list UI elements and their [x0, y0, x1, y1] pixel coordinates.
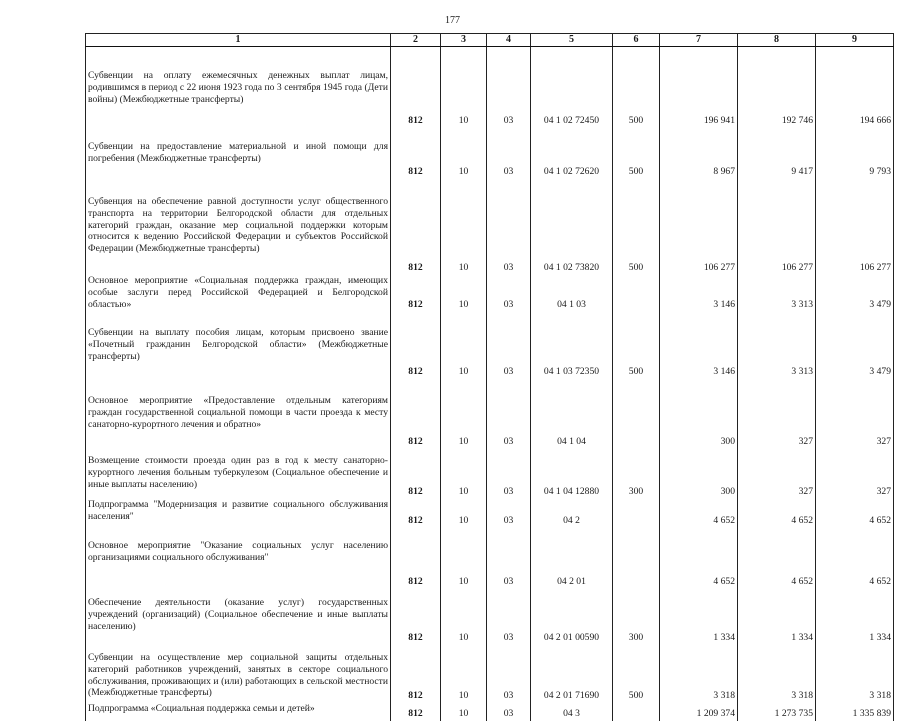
header-row — [86, 34, 894, 47]
row-code: 812 — [391, 703, 441, 721]
table-row — [86, 179, 894, 275]
row-value-2: 4 652 — [738, 528, 816, 589]
row-type: 300 — [613, 449, 660, 499]
row-value-1: 196 941 — [660, 47, 738, 129]
row-name — [86, 528, 391, 589]
row-value-2: 192 746 — [738, 47, 816, 129]
row-target: 04 1 02 72450 — [531, 47, 613, 129]
row-value-3: 1 335 839 — [816, 703, 894, 721]
row-value-3: 1 334 — [816, 589, 894, 645]
row-value-2: 106 277 — [738, 179, 816, 275]
row-name — [86, 128, 391, 179]
row-name-text: Субвенции на осуществление мер социальной защиты отдельных категорий работников учреждений, занятых в секторе социального обслуживания, проживающих и (или) работающих в сельской местности (Межбюджетные трансферты) — [88, 652, 388, 699]
row-value-2: 327 — [738, 379, 816, 449]
row-value-2: 3 313 — [738, 275, 816, 312]
row-section: 10 — [441, 449, 487, 499]
row-type — [613, 275, 660, 312]
row-name — [86, 47, 391, 129]
row-subsection: 03 — [487, 275, 531, 312]
table-row — [86, 528, 894, 589]
row-code: 812 — [391, 449, 441, 499]
table-row — [86, 499, 894, 528]
row-code: 812 — [391, 128, 441, 179]
row-name-text: Субвенции на оплату ежемесячных денежных выплат лицам, родившимся в период с 22 июня 1923 года по 3 сентября 1945 года (Дети войны) (Межбюджетные трансферты) — [88, 70, 388, 105]
row-value-1: 300 — [660, 379, 738, 449]
row-name — [86, 275, 391, 312]
row-value-3: 9 793 — [816, 128, 894, 179]
row-value-1: 4 652 — [660, 499, 738, 528]
row-type: 500 — [613, 47, 660, 129]
row-target: 04 3 — [531, 703, 613, 721]
row-section: 10 — [441, 179, 487, 275]
table-row — [86, 379, 894, 449]
row-value-3: 327 — [816, 379, 894, 449]
row-subsection: 03 — [487, 499, 531, 528]
row-subsection: 03 — [487, 449, 531, 499]
row-subsection: 03 — [487, 703, 531, 721]
row-value-1: 4 652 — [660, 528, 738, 589]
row-subsection: 03 — [487, 645, 531, 703]
row-target: 04 1 03 72350 — [531, 312, 613, 379]
table-row — [86, 128, 894, 179]
table-row — [86, 589, 894, 645]
row-value-2: 3 313 — [738, 312, 816, 379]
row-value-2: 1 334 — [738, 589, 816, 645]
row-subsection: 03 — [487, 47, 531, 129]
header-cell: 1 — [86, 34, 391, 47]
row-section: 10 — [441, 379, 487, 449]
row-code: 812 — [391, 589, 441, 645]
row-type — [613, 703, 660, 721]
row-target: 04 1 02 73820 — [531, 179, 613, 275]
row-type — [613, 528, 660, 589]
row-value-3: 194 666 — [816, 47, 894, 129]
row-subsection: 03 — [487, 128, 531, 179]
row-value-3: 3 318 — [816, 645, 894, 703]
row-subsection: 03 — [487, 312, 531, 379]
page-number: 177 — [445, 15, 460, 26]
row-name — [86, 645, 391, 703]
row-value-1: 8 967 — [660, 128, 738, 179]
row-section: 10 — [441, 499, 487, 528]
row-value-3: 106 277 — [816, 179, 894, 275]
header-cell: 8 — [738, 34, 816, 47]
row-value-3: 4 652 — [816, 499, 894, 528]
row-section: 10 — [441, 528, 487, 589]
row-name-text: Основное мероприятие "Оказание социальных услуг населению организациями социального обслуживания" — [88, 540, 388, 563]
row-code: 812 — [391, 528, 441, 589]
row-section: 10 — [441, 703, 487, 721]
row-code: 812 — [391, 379, 441, 449]
row-value-2: 3 318 — [738, 645, 816, 703]
table-row — [86, 47, 894, 129]
row-type: 500 — [613, 645, 660, 703]
row-name-text: Субвенция на обеспечение равной доступности услуг общественного транспорта на территории Белгородской области для отдельных категорий граждан, оказание мер социальной поддержки которым относится к ведению Российской Федерации и субъектов Российской Федерации (Межбюджетные трансферты) — [88, 196, 388, 254]
header-cell: 2 — [391, 34, 441, 47]
table-row — [86, 312, 894, 379]
row-value-2: 4 652 — [738, 499, 816, 528]
row-value-3: 3 479 — [816, 312, 894, 379]
row-value-2: 9 417 — [738, 128, 816, 179]
row-name — [86, 703, 391, 721]
row-name-text: Обеспечение деятельности (оказание услуг) государственных учреждений (организаций) (Социальное обеспечение и иные выплаты населению) — [88, 597, 388, 632]
row-name-text: Основное мероприятие «Предоставление отдельным категориям граждан государственной социальной помощи в части проезда к месту санаторно-курортного лечения и обратно» — [88, 395, 388, 430]
row-name — [86, 379, 391, 449]
row-target: 04 2 01 — [531, 528, 613, 589]
row-code: 812 — [391, 47, 441, 129]
row-target: 04 1 04 12880 — [531, 449, 613, 499]
row-value-1: 1 334 — [660, 589, 738, 645]
row-subsection: 03 — [487, 179, 531, 275]
header-cell: 5 — [531, 34, 613, 47]
row-subsection: 03 — [487, 379, 531, 449]
row-name-text: Возмещение стоимости проезда один раз в год к месту санаторно-курортного лечения больным туберкулезом (Социальное обеспечение и иные выплаты населению) — [88, 455, 388, 490]
row-name — [86, 312, 391, 379]
row-section: 10 — [441, 128, 487, 179]
table-row — [86, 703, 894, 721]
table-row — [86, 275, 894, 312]
row-code: 812 — [391, 499, 441, 528]
row-name — [86, 449, 391, 499]
row-name-text: Подпрограмма "Модернизация и развитие социального обслуживания населения" — [88, 499, 388, 522]
row-value-2: 1 273 735 — [738, 703, 816, 721]
header-cell: 4 — [487, 34, 531, 47]
row-value-1: 106 277 — [660, 179, 738, 275]
row-section: 10 — [441, 589, 487, 645]
row-section: 10 — [441, 312, 487, 379]
row-code: 812 — [391, 275, 441, 312]
row-subsection: 03 — [487, 589, 531, 645]
row-code: 812 — [391, 645, 441, 703]
row-code: 812 — [391, 179, 441, 275]
row-value-1: 3 318 — [660, 645, 738, 703]
row-name — [86, 499, 391, 528]
header-cell: 6 — [613, 34, 660, 47]
row-value-1: 300 — [660, 449, 738, 499]
row-type — [613, 379, 660, 449]
header-cell: 3 — [441, 34, 487, 47]
row-value-1: 3 146 — [660, 312, 738, 379]
row-target: 04 1 02 72620 — [531, 128, 613, 179]
budget-table — [85, 33, 894, 721]
row-value-1: 1 209 374 — [660, 703, 738, 721]
row-value-1: 3 146 — [660, 275, 738, 312]
row-target: 04 2 01 00590 — [531, 589, 613, 645]
header-cell: 9 — [816, 34, 894, 47]
table-row — [86, 449, 894, 499]
row-type: 500 — [613, 179, 660, 275]
row-type: 500 — [613, 128, 660, 179]
row-name — [86, 179, 391, 275]
row-type: 500 — [613, 312, 660, 379]
row-target: 04 1 03 — [531, 275, 613, 312]
row-name-text: Основное мероприятие «Социальная поддержка граждан, имеющих особые заслуги перед Российской Федерацией и Белгородской областью» — [88, 275, 388, 310]
row-value-3: 3 479 — [816, 275, 894, 312]
row-name — [86, 589, 391, 645]
row-name-text: Субвенции на предоставление материальной и иной помощи для погребения (Межбюджетные трансферты) — [88, 141, 388, 164]
row-subsection: 03 — [487, 528, 531, 589]
header-cell: 7 — [660, 34, 738, 47]
row-name-text: Подпрограмма «Социальная поддержка семьи и детей» — [88, 703, 315, 715]
row-target: 04 2 — [531, 499, 613, 528]
row-value-3: 327 — [816, 449, 894, 499]
row-section: 10 — [441, 47, 487, 129]
row-code: 812 — [391, 312, 441, 379]
row-name-text: Субвенции на выплату пособия лицам, которым присвоено звание «Почетный гражданин Белгородской области» (Межбюджетные трансферты) — [88, 327, 388, 362]
row-value-2: 327 — [738, 449, 816, 499]
table-row — [86, 645, 894, 703]
row-type: 300 — [613, 589, 660, 645]
row-section: 10 — [441, 645, 487, 703]
row-type — [613, 499, 660, 528]
row-value-3: 4 652 — [816, 528, 894, 589]
row-section: 10 — [441, 275, 487, 312]
row-target: 04 1 04 — [531, 379, 613, 449]
row-target: 04 2 01 71690 — [531, 645, 613, 703]
